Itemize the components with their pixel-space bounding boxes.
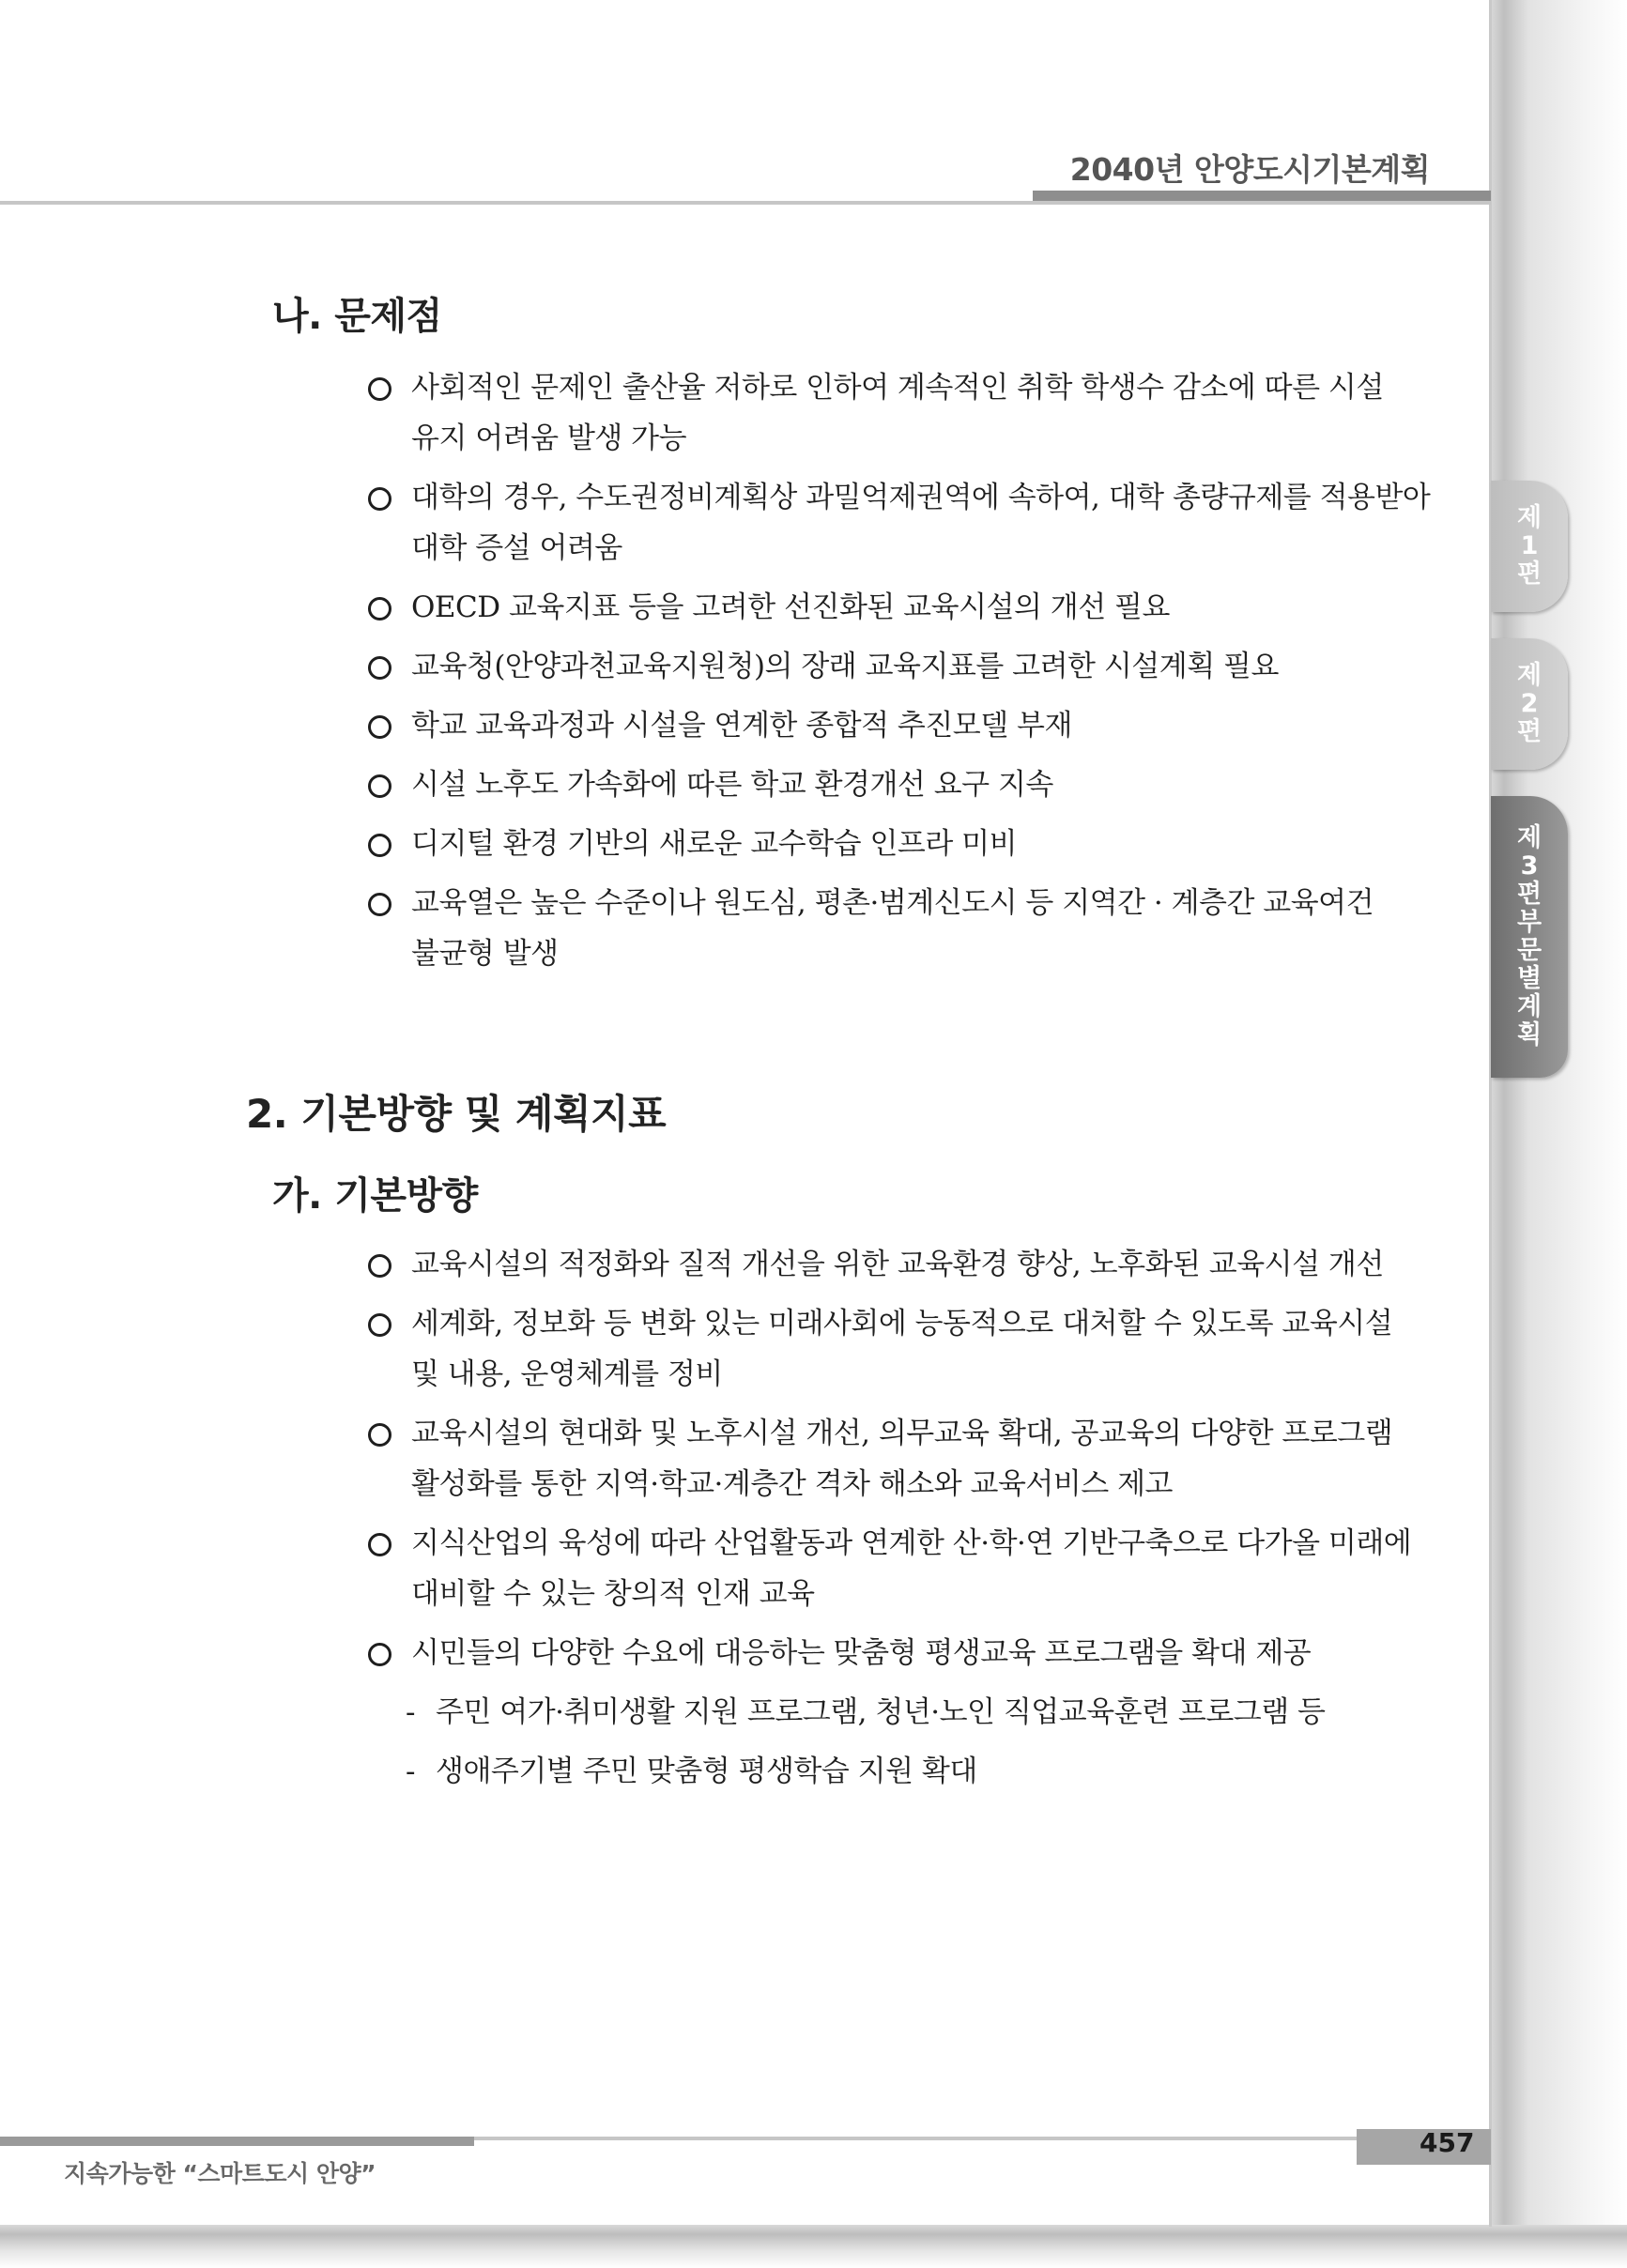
- footer-slogan: 지속가능한 “스마트도시 안양”: [64, 2160, 376, 2187]
- list-item-text: 교육열은 높은 수준이나 원도심, 평촌·범계신도시 등 지역간 · 계층간 교육여건: [411, 886, 1374, 920]
- list-item: [366, 641, 1413, 692]
- tab-char: 별: [1516, 964, 1543, 993]
- circle-bullet-icon: [368, 715, 391, 739]
- problems-heading: 나. 문제점: [272, 295, 442, 338]
- problems-list: [366, 362, 1431, 979]
- list-item-text: 대학 증설 어려움: [411, 531, 622, 565]
- list-item-text: 활성화를 통한 지역·학교·계층간 격차 해소와 교육서비스 제고: [411, 1467, 1173, 1501]
- side-tab-part-2[interactable]: [1491, 638, 1568, 770]
- tab-char: 편: [1516, 880, 1543, 909]
- sub-list-item: [366, 1746, 1413, 1797]
- list-item: [366, 759, 1413, 810]
- page-bottom-shadow: [0, 2225, 1627, 2268]
- side-tab-part-3-active[interactable]: [1491, 796, 1568, 1078]
- tab-char: 2: [1520, 689, 1539, 718]
- circle-bullet-icon: [368, 1423, 391, 1447]
- circle-bullet-icon: [368, 834, 391, 857]
- list-item: [366, 1628, 1413, 1678]
- sub-list-item: [366, 1687, 1413, 1738]
- list-item: [366, 472, 1431, 574]
- list-item-text: 시설 노후도 가속화에 따른 학교 환경개선 요구 지속: [411, 768, 1053, 802]
- document-header-title: 2040년 안양도시기본계획: [1069, 151, 1430, 188]
- header-rule: [0, 201, 1491, 205]
- footer-rule-accent: [0, 2137, 474, 2146]
- tab-char: 부: [1516, 908, 1543, 937]
- tab-char: 편: [1516, 559, 1543, 589]
- tab-char: 획: [1516, 1020, 1543, 1050]
- circle-bullet-icon: [368, 1533, 391, 1556]
- sub-list-item-text: 생애주기별 주민 맞춤형 평생학습 지원 확대: [436, 1755, 977, 1788]
- circle-bullet-icon: [368, 377, 391, 401]
- side-tab-part-1[interactable]: [1491, 481, 1568, 612]
- list-item: [366, 819, 1413, 869]
- circle-bullet-icon: [368, 1313, 391, 1337]
- circle-bullet-icon: [368, 487, 391, 511]
- page-edge-shadow: [1491, 0, 1627, 2268]
- circle-bullet-icon: [368, 1254, 391, 1278]
- list-item-text: 교육시설의 적정화와 질적 개선을 위한 교육환경 향상, 노후화된 교육시설 개선: [411, 1248, 1384, 1281]
- list-item: [366, 1239, 1413, 1290]
- page-number: 457: [1420, 2127, 1475, 2158]
- list-item-text: 사회적인 문제인 출산율 저하로 인하여 계속적인 취학 학생수 감소에 따른 시설: [411, 371, 1384, 405]
- list-item: [366, 582, 1413, 633]
- list-item: [366, 362, 1413, 464]
- list-item: [366, 1518, 1413, 1619]
- sub-list-item-text: 주민 여가·취미생활 지원 프로그램, 청년·노인 직업교육훈련 프로그램 등: [436, 1695, 1326, 1729]
- circle-bullet-icon: [368, 656, 391, 680]
- list-item-text: 시민들의 다양한 수요에 대응하는 맞춤형 평생교육 프로그램을 확대 제공: [411, 1636, 1312, 1670]
- page-edge-line: [1489, 0, 1492, 2227]
- list-item-text: 디지털 환경 기반의 새로운 교수학습 인프라 미비: [411, 827, 1018, 861]
- list-item: [366, 1408, 1413, 1509]
- list-item-text: 대비할 수 있는 창의적 인재 교육: [411, 1577, 815, 1611]
- list-item: [366, 878, 1413, 979]
- tab-char: 제: [1516, 661, 1543, 690]
- circle-bullet-icon: [368, 893, 391, 916]
- dash-bullet-icon: -: [406, 1695, 415, 1729]
- basic-direction-heading: 가. 기본방향: [272, 1174, 478, 1218]
- tab-char: 계: [1516, 992, 1543, 1021]
- list-item-text: 및 내용, 운영체계를 정비: [411, 1357, 723, 1391]
- list-item-text: 대학의 경우, 수도권정비계획상 과밀억제권역에 속하여, 대학 총량규제를 적용받아: [411, 481, 1431, 514]
- header-rule-accent: [1033, 191, 1491, 201]
- list-item-text: 교육청(안양과천교육지원청)의 장래 교육지표를 고려한 시설계획 필요: [411, 650, 1279, 683]
- dash-bullet-icon: -: [406, 1755, 415, 1788]
- tab-char: 편: [1516, 717, 1543, 746]
- list-item-text: 세계화, 정보화 등 변화 있는 미래사회에 능동적으로 대처할 수 있도록 교육시설: [411, 1307, 1393, 1341]
- tab-char: 3: [1520, 851, 1539, 881]
- list-item: [366, 1298, 1413, 1400]
- list-item-text: 교육시설의 현대화 및 노후시설 개선, 의무교육 확대, 공교육의 다양한 프로그램: [411, 1417, 1393, 1450]
- circle-bullet-icon: [368, 774, 391, 798]
- circle-bullet-icon: [368, 1643, 391, 1666]
- section-heading: 2. 기본방향 및 계획지표: [246, 1091, 667, 1137]
- circle-bullet-icon: [368, 597, 391, 621]
- tab-char: 문: [1516, 936, 1543, 965]
- list-item-text: 학교 교육과정과 시설을 연계한 종합적 추진모델 부재: [411, 709, 1072, 743]
- list-item-text: 불균형 발생: [411, 937, 559, 971]
- tab-char: 1: [1520, 531, 1539, 560]
- list-item: [366, 700, 1413, 751]
- list-item-text: 유지 어려움 발생 가능: [411, 421, 687, 455]
- basic-direction-list: [366, 1239, 1413, 1797]
- list-item-text: 지식산업의 육성에 따라 산업활동과 연계한 산·학·연 기반구축으로 다가올 미래에: [411, 1526, 1412, 1560]
- tab-char: 제: [1516, 503, 1543, 532]
- tab-char: 제: [1516, 823, 1543, 852]
- list-item-text: OECD 교육지표 등을 고려한 선진화된 교육시설의 개선 필요: [411, 590, 1170, 624]
